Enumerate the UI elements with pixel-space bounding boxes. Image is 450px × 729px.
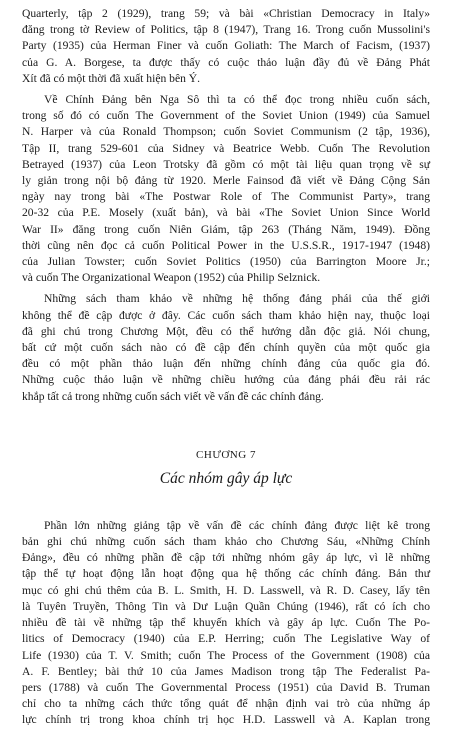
text-line: của G. A. Borgese, ta được thấy có cuộc thảo luận đầy đủ về Đảng Phát xyxy=(22,55,430,69)
text-line: đều có một phần thảo luận đến những chính đảng của quốc gia đó. xyxy=(22,357,430,371)
text-line: đăng trong tờ Review of Politics, tập 8 (1947), Trang 16. Trong cuốn Mussolini's xyxy=(22,23,430,37)
text-line: đã ghi chú trong Chương Một, đều có thể hướng dẫn độc giả. Nói chung, xyxy=(22,324,430,338)
paragraph-references-soviet xyxy=(22,92,430,286)
text-line: pers (1788) và cuốn The Governmental Process (1951) của David B. Truman xyxy=(22,680,430,694)
text-line: và cuốn The Organizational Weapon (1952) của Philip Selznick. xyxy=(22,271,321,285)
text-line: Những sách tham khảo về những hệ thống đảng phái của thế giới xyxy=(44,292,430,306)
text-line: ly giản trong nội bộ đảng từ 1920. Merle Fainsod đã viết về Đảng Cộng Sản xyxy=(22,174,430,188)
text-line: bản ghi chú những cuốn sách tham khảo cho Chương Sáu, «Những Chính xyxy=(22,535,430,549)
text-line: Quarterly, tập 2 (1929), trang 59; và bài «Christian Democracy in Italy» xyxy=(22,7,430,20)
text-line: litics of Democracy (1940) của E.P. Herring; cuốn The Legislative Way of xyxy=(22,632,430,646)
text-line: 20-32 của P.E. Mosely (xuất bản), và bài «The Soviet Union Since World xyxy=(22,206,430,220)
text-line: A. F. Bentley; bài thứ 10 của James Madison trong tập The Federalist Pa- xyxy=(22,664,430,678)
text-line: ngày nay trong bài «The Postwar Role of The Communist Party», trang xyxy=(22,190,430,204)
chapter-label: CHƯƠNG 7 xyxy=(196,448,256,461)
text-line: chỉ cho ta những cách thức tổng quát để nhận định vai trò của những áp xyxy=(22,697,430,711)
text-line: Life (1930) của T. V. Smith; cuốn The Process of the Government (1908) của xyxy=(22,648,430,662)
paragraph-pressure-groups xyxy=(22,518,430,729)
text-line: tập thể tự hoạt động lẫn hoạt động qua hệ thống các chính đảng. Bản thư xyxy=(22,567,430,581)
text-line: thời cũng nên đọc cả cuốn Political Power in the U.S.S.R., 1917-1947 (1948) xyxy=(22,238,430,252)
text-line: mục có ghi chú thêm của B. L. Smith, H. D. Lasswell, và R. D. Casey, lấy tên xyxy=(22,583,430,597)
text-line: của Julian Towster; cuốn Soviet Politics (1950) của Barrington Moore Jr.; xyxy=(22,255,430,269)
text-line: nhiều đề tài về những tập thể khuyến khích và gây áp lực. Cuốn The Po- xyxy=(22,616,430,630)
text-line: Đảng», đều có những phần đề cập tới những nhóm gây áp lực, vì lẽ những xyxy=(22,551,430,565)
text-line: N. Harper và của Ronald Thompson; cuốn Soviet Communism (2 tập, 1936), xyxy=(22,125,430,139)
paragraph-references-italy xyxy=(22,6,430,87)
text-line: khắp tất cả trong những cuốn sách viết về vấn đề các chính đảng. xyxy=(22,389,324,403)
text-line: là Tuyên Truyền, Thông Tin và Dư Luận Quần Chúng (1946), rất có ích cho xyxy=(22,599,430,613)
text-line: Những cuộc thảo luận về những chiều hướng của đảng phái đều rải rác xyxy=(22,373,430,387)
paragraph-world-party-systems xyxy=(22,291,430,404)
text-line: Về Chính Đảng bên Nga Sô thì ta có thể đọc trong nhiều cuốn sách, xyxy=(44,93,430,107)
chapter-title: Các nhóm gây áp lực xyxy=(159,469,293,487)
text-line: trong số đó có cuốn The Government of the Soviet Union (1949) của Samuel xyxy=(22,109,430,123)
text-line: lực chính trị trong khoa chính trị học H.D. Lasswell và A. Kaplan trong xyxy=(22,713,430,727)
text-line: Phần lớn những giảng tập về vấn đề các chính đảng được liệt kê trong xyxy=(44,518,430,532)
text-line: Tập II, trang 529-601 của Sidney và Beatrice Webb. Cuốn The Revolution xyxy=(22,141,430,155)
text-line: không thể đề cập được ở đây. Các cuốn sách tham khảo hiện nay, thuộc loại xyxy=(22,308,430,322)
text-line: Betrayed (1937) của Leon Trotsky đã gồm có một tài liệu quan trọng về sự xyxy=(22,157,430,171)
text-line: War II» đăng trong cuốn Niên Giám, tập 263 (Tháng Năm, 1949). Đồng xyxy=(22,222,430,236)
text-line: bất cứ một cuốn sách nào có đề cập đến chính quyền của một quốc gia xyxy=(22,341,430,355)
text-line: Xít đã có một thời đã xuất hiện bên Ý. xyxy=(22,71,201,85)
text-line: Party (1935) của Herman Finer và cuốn Goliath: The March of Facism, (1937) xyxy=(22,39,430,53)
